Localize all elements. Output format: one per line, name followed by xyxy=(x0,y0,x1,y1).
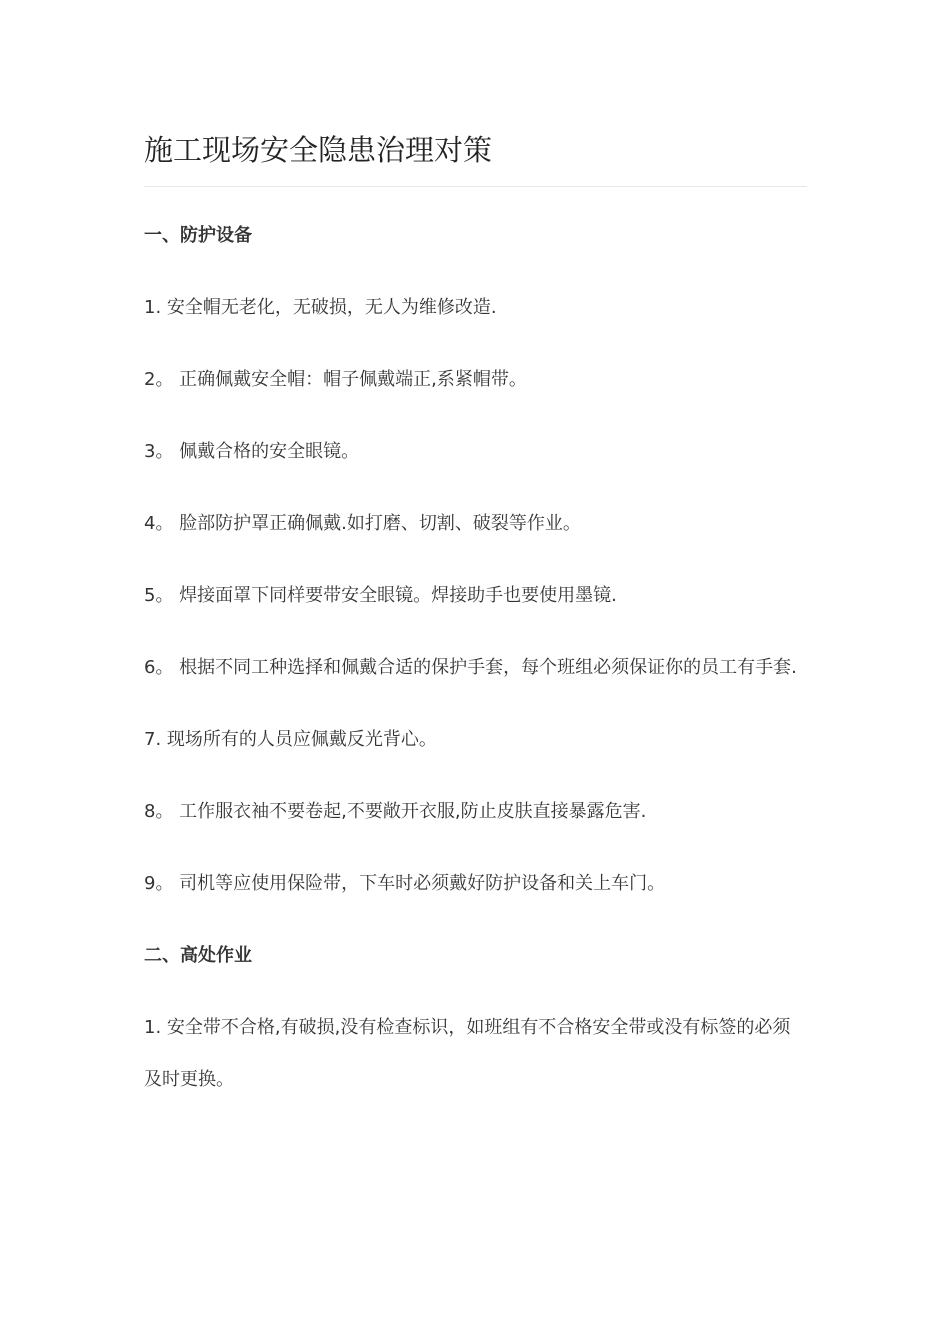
list-item: 3。 佩戴合格的安全眼镜。 xyxy=(144,441,360,462)
document-body xyxy=(144,220,807,1136)
list-item: 6。 根据不同工种选择和佩戴合适的保护手套，每个班组必须保证你的员工有手套. xyxy=(144,657,797,678)
section-heading: 二、高处作业 xyxy=(144,945,252,966)
list-item: 4。 脸部防护罩正确佩戴.如打磨、切割、破裂等作业。 xyxy=(144,513,581,534)
section-heading: 一、防护设备 xyxy=(144,225,252,246)
page-title: 施工现场安全隐患治理对策 xyxy=(144,133,493,167)
list-item: 1. 安全帽无老化，无破损，无人为维修改造. xyxy=(144,297,497,318)
list-item: 7. 现场所有的人员应佩戴反光背心。 xyxy=(144,729,437,750)
list-item: 2。 正确佩戴安全帽：帽子佩戴端正,系紧帽带。 xyxy=(144,369,527,390)
list-item: 8。 工作服衣袖不要卷起,不要敞开衣服,防止皮肤直接暴露危害. xyxy=(144,801,647,822)
list-item: 9。 司机等应使用保险带，下车时必须戴好防护设备和关上车门。 xyxy=(144,873,666,894)
list-item: 1. 安全带不合格,有破损,没有检查标识，如班组有不合格安全带或没有标签的必须及时更换。 xyxy=(144,1017,791,1090)
list-item: 5。 焊接面罩下同样要带安全眼镜。焊接助手也要使用墨镜. xyxy=(144,585,617,606)
title-divider xyxy=(144,186,807,187)
